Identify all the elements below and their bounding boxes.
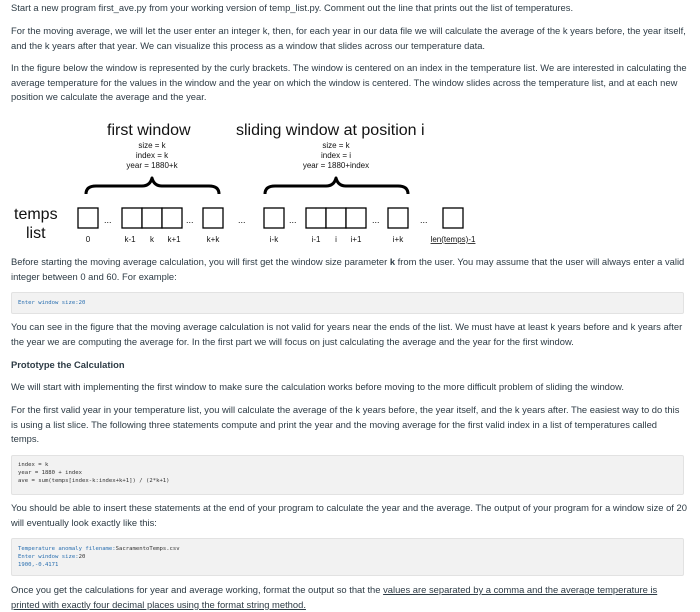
- cell-0: [78, 208, 98, 228]
- code-block-input-example: [11, 292, 684, 314]
- ellipsis: ...: [289, 215, 297, 225]
- code-block-output: Temperature anomaly filename:SacramentoTemps.csv Enter window size:20 1900,-0.4171: [11, 538, 684, 576]
- index-label-i-plus-k: i+k: [392, 235, 404, 244]
- list-label: list: [26, 225, 46, 242]
- code-line: ave = sum(temps[index-k:index+k+1]) / (2*k+1): [18, 478, 170, 484]
- code-line: index = k: [18, 462, 49, 468]
- index-label-k-plus-1: k+1: [167, 235, 181, 244]
- first-window-bracket: [86, 178, 219, 194]
- moving-average-paragraph: For the moving average, we will let the user enter an integer k, then, for each year in our data file we will calculate the average of the k years before, the year itself, and the k years after that year. We can visualize this process as a window that slides across our temperature data.: [11, 25, 686, 51]
- temps-label: temps: [14, 206, 58, 223]
- index-label-k-plus-k: k+k: [206, 235, 220, 244]
- format-output-paragraph: Once you get the calculations for year and average working, format the output so that the values are separated by a comma and the average temperature is printed with exactly four decimal places using the format string method.: [11, 584, 658, 610]
- index-label-k: k: [150, 235, 154, 244]
- ellipsis: ...: [372, 215, 380, 225]
- index-label-i-minus-1: i-1: [311, 235, 321, 244]
- ellipsis: ...: [104, 215, 112, 225]
- cell-last: [443, 208, 463, 228]
- sliding-window-size: size = k: [322, 141, 350, 150]
- insert-paragraph: You should be able to insert these statements at the end of your program to calculate the year and the average. The output of your program for a window size of 20 will eventually look exactly like this:: [11, 502, 687, 528]
- index-label-i: i: [335, 235, 337, 244]
- prototype-heading: Prototype the Calculation: [11, 359, 125, 370]
- before-calc-paragraph: Before starting the moving average calculation, you will first get the window size parameter k from the user. You may assume that the user will always enter a valid integer between 0 and 60. For example:: [11, 256, 685, 282]
- figure-description-paragraph: In the figure below the window is represented by the curly brackets. The window is centered on an index in the temperature list. We are interested in calculating the average temperature for the values in the window and the year on which the window is centered. The window slides across the temperature list, and at each new position we calculate the average and the year.: [11, 62, 687, 103]
- first-window-year: year = 1880+k: [126, 161, 178, 170]
- first-valid-paragraph: For the first valid year in your temperature list, you will calculate the average of the k years before, the year itself, and the k years after. The easiest way to do this is using a list slice. The following three statements compute and print the year and the moving average for the first valid index in a list of temperatures called temps.: [11, 404, 680, 445]
- cell-i-minus-k: [264, 208, 284, 228]
- code-line: Enter window size:20: [18, 300, 86, 306]
- sliding-window-bracket: [265, 178, 408, 194]
- start-paragraph: We will start with implementing the first window to make sure the calculation works before moving to the more difficult problem of sliding the window.: [11, 381, 624, 392]
- cell-i-minus-1: [306, 208, 326, 228]
- cell-i-plus-k: [388, 208, 408, 228]
- ellipsis: ...: [420, 215, 428, 225]
- not-valid-paragraph: You can see in the figure that the moving average calculation is not valid for years near the ends of the list. We must have at least k years before and k years after the year we are computing the average for. In the first part we will focus on just calculating the average and the year for the first window.: [11, 321, 683, 347]
- cell-k-minus-1: [122, 208, 142, 228]
- index-label-i-minus-k: i-k: [269, 235, 279, 244]
- ellipsis: ...: [186, 215, 194, 225]
- index-label-i-plus-1: i+1: [350, 235, 362, 244]
- first-window-index: index = k: [135, 151, 169, 160]
- code-line: year = 1880 + index: [18, 470, 82, 476]
- cell-i-plus-1: [346, 208, 366, 228]
- cell-i: [326, 208, 346, 228]
- first-window-title: first window: [107, 122, 191, 139]
- cell-k-plus-k: [203, 208, 223, 228]
- cell-k-plus-1: [162, 208, 182, 228]
- cell-k: [142, 208, 162, 228]
- index-label-len: len(temps)-1: [430, 235, 476, 244]
- index-label-0: 0: [85, 235, 91, 244]
- sliding-window-figure: [0, 112, 700, 260]
- sliding-window-year: year = 1880+index: [302, 161, 370, 170]
- sliding-window-index: index = i: [320, 151, 352, 160]
- intro-paragraph: Start a new program first_ave.py from your working version of temp_list.py. Comment out the line that prints out the list of temperatures.: [11, 2, 574, 13]
- sliding-window-title: sliding window at position i: [236, 122, 425, 139]
- ellipsis: ...: [238, 215, 246, 225]
- first-window-size: size = k: [138, 141, 166, 150]
- code-block-calculation: [11, 455, 684, 495]
- index-label-k-minus-1: k-1: [124, 235, 136, 244]
